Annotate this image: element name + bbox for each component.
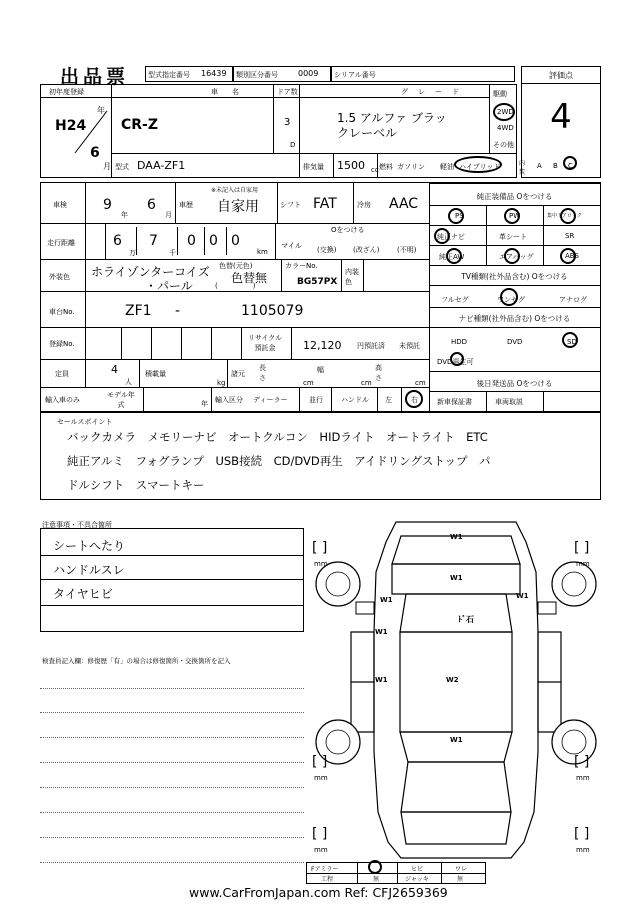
use-type: 自家用: [217, 199, 259, 215]
mm-bracket: [ ]: [574, 540, 590, 556]
mm-bracket: [ ]: [312, 826, 328, 842]
damage-mark: W1: [450, 533, 463, 541]
mm-bracket: [ ]: [574, 754, 590, 770]
equip-circle: [504, 208, 520, 224]
reg-year: H24: [55, 118, 87, 134]
interior-circle: [563, 156, 577, 170]
class-no: 0009: [298, 69, 319, 78]
grade: 1.5 アルファ ブラッ: [337, 111, 447, 125]
doors: 3: [284, 117, 291, 128]
notes-box: [40, 528, 304, 632]
score-value: 4: [550, 97, 572, 137]
color-change: 色替無: [231, 271, 268, 285]
mileage-digit: 6: [113, 233, 122, 249]
equip-circle: [504, 248, 520, 264]
notes-label: 注意事項・不具合箇所: [42, 521, 112, 529]
mileage-digit: 7: [149, 233, 158, 249]
reg-month: 6: [90, 145, 100, 161]
mm-bracket: [ ]: [312, 754, 328, 770]
equip-circle: [560, 248, 576, 264]
color-no: BG57PX: [297, 277, 338, 287]
serial-box: シリアル番号: [331, 66, 515, 82]
inspect-year: 9: [103, 197, 112, 213]
equip-circle: [434, 228, 450, 244]
navi-circle: [562, 332, 578, 348]
damage-mark: W1: [450, 574, 463, 582]
chassis-no: 1105079: [241, 303, 304, 319]
footer-circle: [368, 860, 382, 874]
damage-mark: W1: [375, 628, 388, 636]
inspect-month: 6: [147, 197, 156, 213]
class-no-box: 類別区分番号 0009: [233, 66, 331, 82]
page-title: 出品票: [60, 66, 130, 88]
sales-line: バックカメラ メモリーナビ オートクルコン HIDライト オートライト ETC: [67, 430, 488, 444]
damage-mark: W1: [450, 736, 463, 744]
vehicle-box: 初年度登録 車名 ドア数 グレード 駆動 年 H24 6 月 CR-Z 3 D 1.5 アルファ ブラッ クレーベル 2WD 4WD その他 型式 DAA-ZF1 排気量 1500 cc 燃料 ガソリン 軽油 ハイブリッド 内装 A B C: [40, 84, 517, 178]
exterior-color: ホライゾンターコイズ: [91, 265, 210, 279]
note-item: タイヤヒビ: [53, 587, 113, 601]
watermark: www.CarFromJapan.com Ref: CFJ2659369: [186, 885, 451, 900]
damage-mark: W1: [380, 596, 393, 604]
capacity: 4: [111, 363, 118, 376]
drive-circle: [493, 103, 515, 121]
damage-mark: W2: [446, 676, 459, 684]
type-no-box: 型式指定番号 16439: [145, 66, 233, 82]
mm-bracket: [ ]: [574, 826, 590, 842]
dvd-circle: [450, 352, 464, 366]
sales-line: ドルシフト スマートキー: [67, 478, 205, 492]
mileage-digit: 0: [231, 233, 240, 249]
mm-bracket: [ ]: [312, 540, 328, 556]
shift: FAT: [313, 196, 337, 212]
stone-mark: ﾄﾞ石: [458, 615, 474, 624]
equip-circle: [560, 208, 576, 224]
mileage-digit: 0: [187, 233, 196, 249]
damage-mark: W1: [516, 592, 529, 600]
note-item: シートへたり: [53, 539, 126, 553]
sales-points-box: セールスポイント バックカメラ メモリーナビ オートクルコン HIDライト オートライト ETC 純正アルミ フォグランプ USB接続 CD/DVD再生 アイドリングストップ パ ドルシフト スマートキー: [40, 412, 601, 500]
score-box: 評価点 4: [521, 66, 601, 178]
type-no: 16439: [201, 69, 227, 78]
details-box: 車検 9 年 6 月 車歴 ※未記入は自家用 自家用 シフト FAT 冷房 AAC 走行距離 6 万 7 千 0 0 0 km マイル Oをつける (交換) (改ざん) (不明) 外装色 ホライゾンターコイズ ・パール 色替(元色) 色替無 ( ) カラーNo. BG57PX 内装色 車台No. ZF1 - 1105079 登録No. リサイクル預託金 12,120 円預託済 未預託 定員 4 人 積載量 kg 諸元 長さ cm 幅 cm 高さ cm 輸入車のみ モデル年式 年 輸入区分 ディーラー 並行 ハンドル 左 右 純正装備品 Oをつける PS PW 集中ドアロック 純正ナビ 革シート SR 純正AW エアバッグ ABS TV種類(社外品含む) Oをつける フルセグ ワンセグ アナログ ナビ種類(社外品含む) Oをつける HDD DVD SD DVD再生可 後日発送品 Oをつける 新車保証書 車両取説: [40, 182, 601, 412]
handle-circle: [405, 390, 423, 408]
recycle-fee: 12,120: [303, 339, 342, 352]
inspector-label: 検査員記入欄：修復歴「有」の場合は修復箇所・交換箇所を記入: [42, 657, 231, 665]
tv-circle: [500, 288, 518, 306]
damage-mark: W1: [375, 676, 388, 684]
displacement: 1500: [337, 159, 365, 172]
equip-circle: [446, 248, 462, 264]
ac: AAC: [389, 196, 419, 212]
footer-table: Fアミラー ヒビ ワレ 工程 無 ジャッキ 無: [306, 862, 486, 884]
car-name: CR-Z: [121, 117, 159, 133]
equip-circle: [448, 208, 464, 224]
fuel-circle: [454, 156, 502, 173]
mileage-digit: 0: [209, 233, 218, 249]
model-code: DAA-ZF1: [137, 159, 186, 172]
chassis-prefix: ZF1: [125, 303, 152, 319]
note-item: ハンドルスレ: [53, 563, 125, 577]
sales-line: 純正アルミ フォグランプ USB接続 CD/DVD再生 アイドリングストップ パ: [67, 454, 491, 468]
car-diagram: [306, 512, 606, 868]
